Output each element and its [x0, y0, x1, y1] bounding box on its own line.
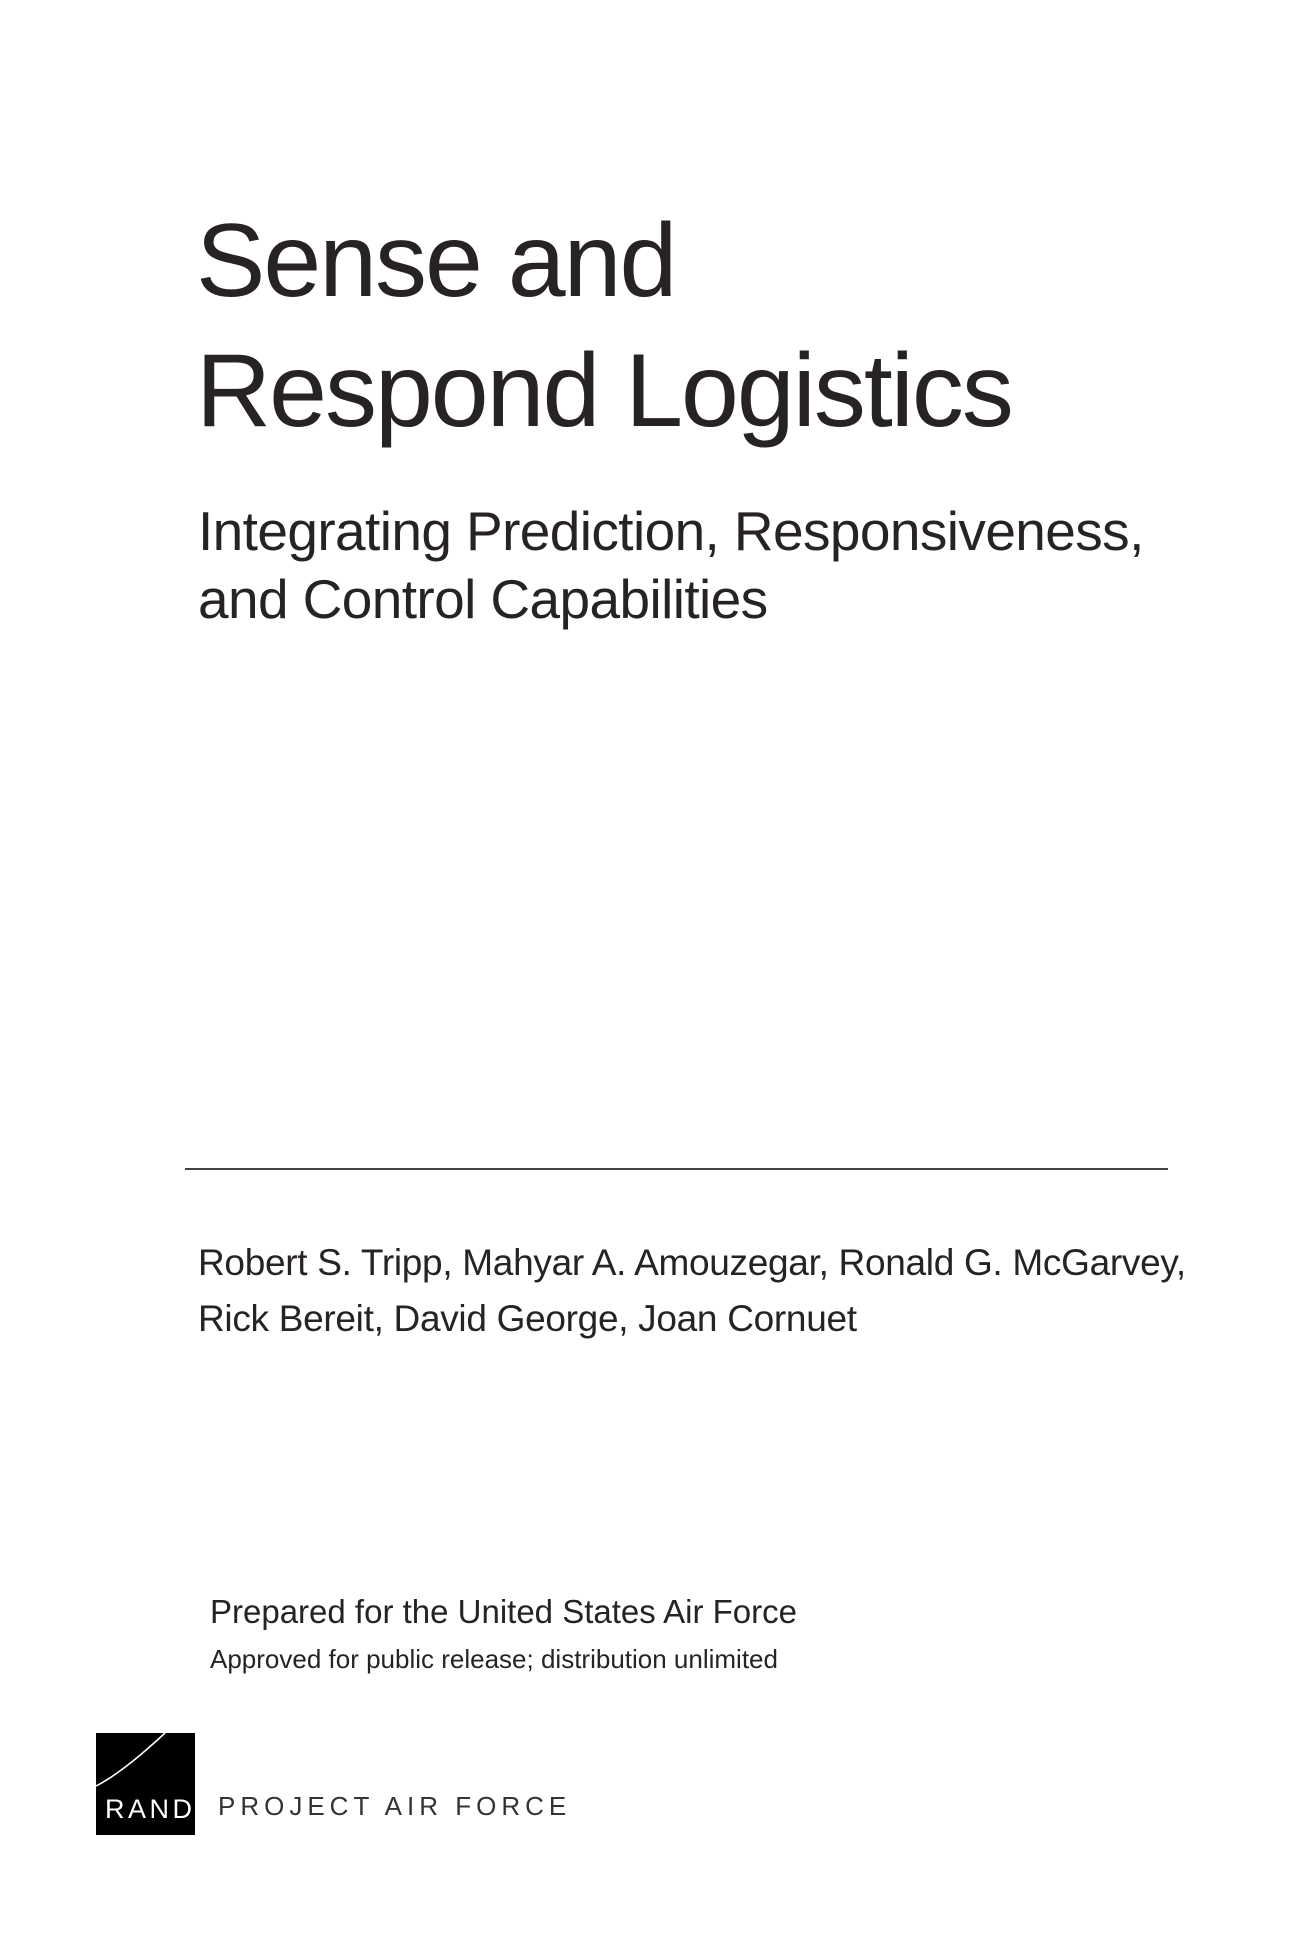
- document-subtitle: [198, 497, 1144, 633]
- authors: [198, 1235, 1186, 1347]
- subtitle-line-2: and Control Capabilities: [198, 568, 768, 630]
- document-title: [196, 196, 1012, 456]
- rand-logo-wordmark: RAND: [105, 1794, 196, 1824]
- title-line-1: Sense and: [196, 203, 676, 319]
- rand-logo: [96, 1733, 195, 1835]
- horizontal-divider: [185, 1168, 1168, 1170]
- subtitle-line-1: Integrating Prediction, Responsiveness,: [198, 500, 1144, 562]
- program-name: PROJECT AIR FORCE: [218, 1791, 572, 1821]
- authors-line-2: Rick Bereit, David George, Joan Cornuet: [198, 1298, 857, 1339]
- authors-line-1: Robert S. Tripp, Mahyar A. Amouzegar, Ronald G. McGarvey,: [198, 1242, 1186, 1283]
- title-line-2: Respond Logistics: [196, 333, 1012, 449]
- distribution-statement: Approved for public release; distribution unlimited: [210, 1644, 778, 1674]
- prepared-for-text: Prepared for the United States Air Force: [210, 1593, 797, 1630]
